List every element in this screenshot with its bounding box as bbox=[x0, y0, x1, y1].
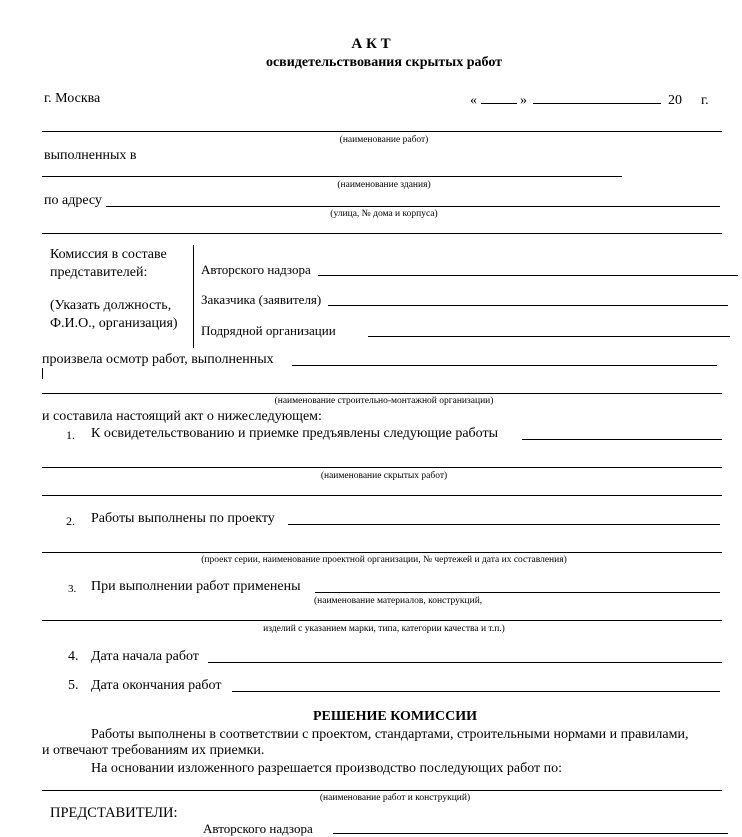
item-5-number: 5. bbox=[68, 678, 79, 693]
address-label: по адресу bbox=[44, 193, 102, 208]
item-2-number: 2. bbox=[66, 514, 75, 528]
text-cursor bbox=[42, 368, 43, 379]
address-field[interactable] bbox=[106, 206, 720, 207]
representatives-authors-supervision-field[interactable] bbox=[333, 833, 728, 834]
item-1-field-2[interactable] bbox=[42, 467, 722, 468]
representatives-authors-supervision-label: Авторского надзора bbox=[203, 821, 313, 836]
representatives-label: ПРЕДСТАВИТЕЛИ: bbox=[50, 805, 178, 821]
performed-in-label: выполненных в bbox=[44, 148, 137, 163]
quote-close: » bbox=[520, 93, 527, 108]
item-1-field[interactable] bbox=[522, 439, 722, 440]
commission-label-4: Ф.И.О., организация) bbox=[50, 316, 178, 331]
document-title: А К Т bbox=[351, 36, 391, 52]
next-works-field[interactable] bbox=[42, 790, 722, 791]
item-2-label: Работы выполнены по проекту bbox=[91, 511, 275, 526]
caption-project: (проект серии, наименование проектной организации, № чертежей и дата их составления) bbox=[201, 555, 567, 565]
day-field[interactable] bbox=[481, 91, 517, 104]
address-field-2[interactable] bbox=[42, 233, 722, 234]
item-4-field[interactable] bbox=[208, 662, 722, 663]
item-1-field-3[interactable] bbox=[42, 495, 722, 496]
caption-work-name: (наименование работ) bbox=[339, 135, 429, 145]
commission-label-2: представителей: bbox=[50, 265, 148, 280]
item-2-field-2[interactable] bbox=[42, 552, 722, 553]
inspected-field-2[interactable] bbox=[42, 393, 722, 394]
caption-products: изделий с указанием марки, типа, категории качества и т.п.) bbox=[263, 624, 505, 634]
decision-paragraph-1-line-2: и отвечают требованиям их приемки. bbox=[42, 743, 265, 758]
work-name-field[interactable] bbox=[42, 131, 722, 132]
quote-open: « bbox=[470, 93, 477, 108]
year-prefix: 20 bbox=[668, 93, 682, 108]
building-field[interactable] bbox=[42, 176, 622, 177]
item-1-label: К освидетельствованию и приемке предъявлены следующие работы bbox=[91, 426, 499, 441]
decision-title: РЕШЕНИЕ КОМИССИИ bbox=[312, 709, 477, 724]
contractor-label: Подрядной организации bbox=[201, 323, 336, 338]
item-3-field[interactable] bbox=[315, 592, 720, 593]
decision-paragraph-1-line-1: Работы выполнены в соответствии с проектом, стандартами, строительными нормами и правилами, bbox=[91, 727, 689, 742]
year-suffix: г. bbox=[701, 93, 709, 108]
month-field[interactable] bbox=[533, 91, 661, 104]
item-3-field-2[interactable] bbox=[42, 620, 722, 621]
caption-hidden-works: (наименование скрытых работ) bbox=[320, 471, 448, 481]
inspected-field[interactable] bbox=[292, 365, 717, 366]
item-2-field[interactable] bbox=[288, 524, 720, 525]
authors-supervision-field[interactable] bbox=[318, 275, 738, 276]
item-1-number: 1. bbox=[66, 428, 75, 442]
caption-building: (наименование здания) bbox=[337, 180, 431, 190]
item-3-number: 3. bbox=[68, 583, 77, 595]
caption-address: (улица, № дома и корпуса) bbox=[330, 209, 438, 219]
year-field[interactable] bbox=[686, 91, 698, 104]
caption-next-works: (наименование работ и конструкций) bbox=[319, 793, 471, 803]
item-3-label: При выполнении работ применены bbox=[91, 579, 301, 594]
inspected-label: произвела осмотр работ, выполненных bbox=[42, 352, 274, 367]
commission-label-3: (Указать должность, bbox=[50, 298, 172, 313]
document-subtitle: освидетельствования скрытых работ bbox=[265, 55, 503, 70]
contractor-field[interactable] bbox=[368, 336, 730, 337]
composed-label: и составила настоящий акт о нижеследующем: bbox=[42, 409, 322, 424]
item-5-field[interactable] bbox=[232, 691, 720, 692]
commission-divider bbox=[193, 245, 194, 348]
city: г. Москва bbox=[44, 91, 101, 106]
caption-materials: (наименование материалов, конструкций, bbox=[314, 596, 483, 606]
customer-field[interactable] bbox=[328, 305, 728, 306]
caption-contractor-org: (наименование строительно-монтажной организации) bbox=[274, 396, 494, 406]
item-4-label: Дата начала работ bbox=[91, 649, 199, 664]
date-line bbox=[470, 91, 709, 109]
item-5-label: Дата окончания работ bbox=[91, 678, 222, 693]
authors-supervision-label: Авторского надзора bbox=[201, 262, 311, 277]
item-4-number: 4. bbox=[68, 649, 79, 664]
customer-label: Заказчика (заявителя) bbox=[201, 292, 322, 307]
decision-paragraph-2: На основании изложенного разрешается производство последующих работ по: bbox=[91, 761, 563, 776]
commission-label-1: Комиссия в составе bbox=[50, 247, 167, 262]
